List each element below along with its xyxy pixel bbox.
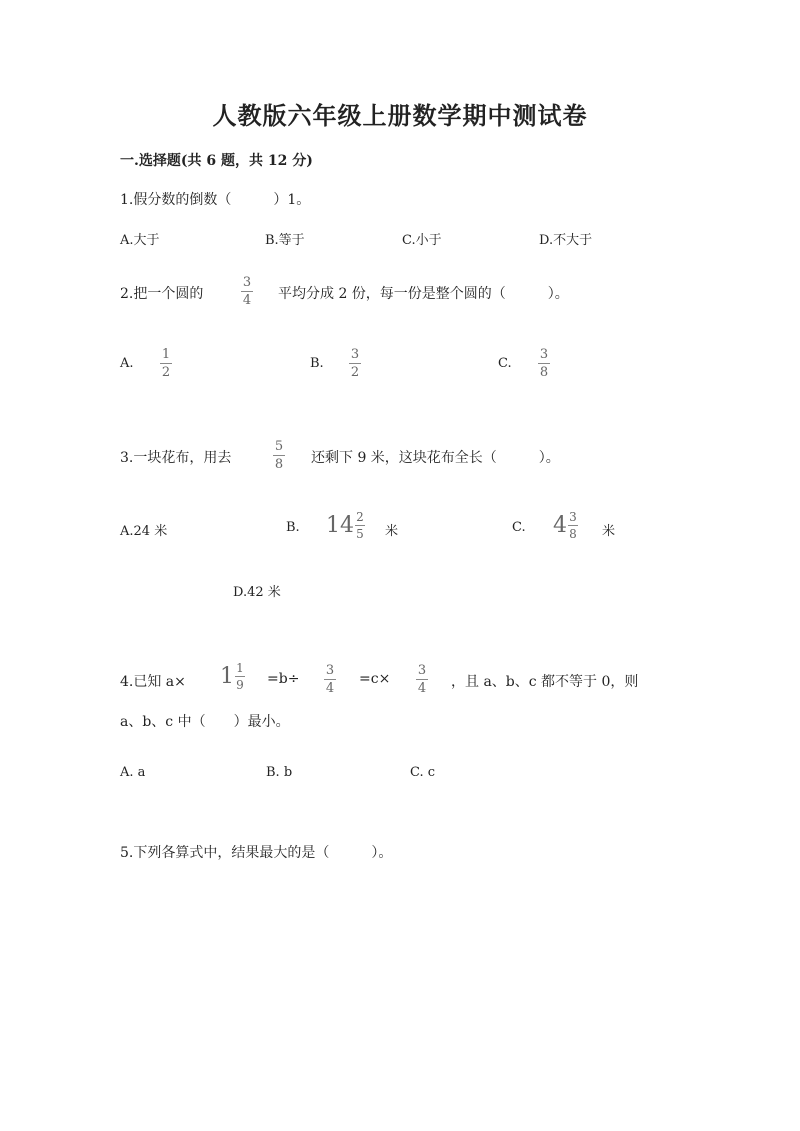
fraction-numerator: 3 [242,275,252,290]
q2-option-c-fraction [538,348,550,379]
question-3-prefix: 3.一块花布，用去 [120,450,232,466]
fraction-numerator: 5 [274,439,284,454]
q3-option-c-mixed-number [553,511,578,540]
fraction-denominator: 8 [569,527,577,541]
fraction-numerator: 3 [350,347,360,362]
q2-option-b-label: B. [310,356,324,371]
q3-option-d: D.42 米 [233,585,281,600]
q1-option-c: C.小于 [402,233,442,248]
fraction-denominator: 8 [274,457,284,472]
q1-option-a: A.大于 [120,233,160,248]
fraction-numerator: 3 [325,663,335,678]
fraction-bar [160,363,172,364]
question-1-text: 1.假分数的倒数（ ）1。 [120,192,311,208]
mixed-fraction [235,662,245,691]
fraction-numerator: 2 [356,510,364,524]
q3-fraction [273,440,285,471]
fraction-numerator: 3 [417,663,427,678]
q3-option-c-unit: 米 [602,524,616,539]
q4-mixed-number [220,662,245,691]
fraction-bar [241,291,253,292]
q1-option-b: B.等于 [265,233,305,248]
fraction-denominator: 8 [539,365,549,380]
mixed-whole: 1 [220,664,234,689]
q3-option-b-unit: 米 [385,524,399,539]
section-heading: 一.选择题(共 6 题，共 12 分) [120,153,313,169]
q3-option-b-label: B. [286,520,300,535]
q4-fraction-1 [324,664,336,695]
fraction-denominator: 9 [236,678,244,692]
fraction-denominator: 4 [242,293,252,308]
question-5-text: 5.下列各算式中，结果最大的是（ ）。 [120,845,393,861]
mixed-fraction [355,511,365,540]
q2-option-a-fraction [160,348,172,379]
q2-option-a-label: A. [120,356,134,371]
q4-option-a: A. a [120,765,146,780]
mixed-fraction [568,511,578,540]
q4-option-b: B. b [266,765,293,780]
q3-option-a: A.24 米 [120,524,168,539]
q3-option-b-mixed-number [326,511,365,540]
question-4-part-3: =c× [359,671,391,687]
question-3-suffix: 还剩下 9 米，这块花布全长（ ）。 [311,450,560,466]
fraction-bar [273,455,285,456]
fraction-denominator: 4 [417,681,427,696]
fraction-bar [349,363,361,364]
question-4-part-2: =b÷ [267,671,300,687]
fraction-bar [324,679,336,680]
question-2-suffix: 平均分成 2 份，每一份是整个圆的（ ）。 [278,286,569,302]
q4-option-c: C. c [410,765,436,780]
q4-fraction-2 [416,664,428,695]
question-2-prefix: 2.把一个圆的 [120,286,204,302]
mixed-whole: 14 [326,513,354,538]
fraction-denominator: 5 [356,527,364,541]
fraction-numerator: 3 [569,510,577,524]
fraction-bar [355,525,365,526]
question-4-line-2: a、b、c 中（ ）最小。 [120,714,290,730]
fraction-numerator: 1 [236,661,244,675]
fraction-numerator: 3 [539,347,549,362]
q2-option-b-fraction [349,348,361,379]
q2-fraction [241,276,253,307]
mixed-whole: 4 [553,513,567,538]
fraction-bar [538,363,550,364]
fraction-denominator: 2 [161,365,171,380]
fraction-bar [568,525,578,526]
fraction-numerator: 1 [161,347,171,362]
page-title: 人教版六年级上册数学期中测试卷 [212,101,588,130]
q1-option-d: D.不大于 [539,233,593,248]
fraction-denominator: 4 [325,681,335,696]
question-4-part-4: ，且 a、b、c 都不等于 0，则 [451,674,639,690]
fraction-denominator: 2 [350,365,360,380]
q2-option-c-label: C. [498,356,512,371]
question-4-part-1: 4.已知 a× [120,674,186,690]
fraction-bar [416,679,428,680]
fraction-bar [235,676,245,677]
q3-option-c-label: C. [512,520,526,535]
